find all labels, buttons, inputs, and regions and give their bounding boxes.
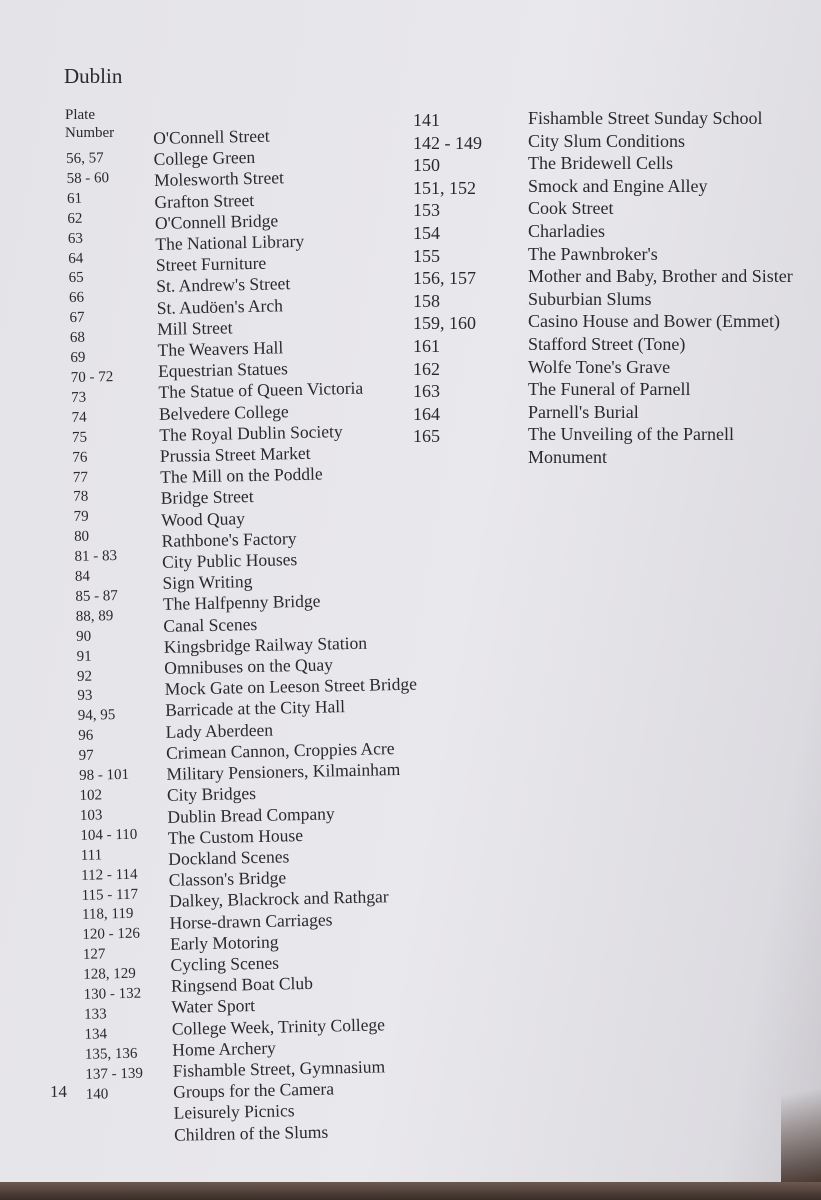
plate-title: Street Furniture — [155, 252, 267, 276]
plate-number: 74 — [71, 409, 87, 426]
plate-title: Mill Street — [156, 317, 233, 339]
plate-number: 137 - 139 — [85, 1065, 144, 1083]
plate-title: The National Library — [155, 230, 305, 254]
plate-number: 58 - 60 — [66, 170, 110, 187]
plate-number: 155 — [413, 245, 440, 266]
plate-title: Leisurely Picnics — [173, 1100, 295, 1124]
plate-number: 62 — [67, 210, 83, 227]
plate-number: 141 — [413, 110, 440, 130]
plate-title: Military Pensioners, Kilmainham — [166, 759, 401, 784]
plate-number: 135, 136 — [84, 1045, 138, 1063]
plate-title: Sign Writing — [162, 571, 253, 594]
plate-number: 81 - 83 — [74, 548, 118, 566]
plate-number: 128, 129 — [83, 965, 136, 983]
plate-number-header — [65, 106, 114, 142]
plate-number: 120 - 126 — [82, 925, 141, 944]
plate-title: The Statue of Queen Victoria — [158, 378, 364, 403]
page-shadow — [781, 1020, 821, 1200]
plate-title: Barricade at the City Hall — [164, 696, 346, 721]
plate-title: Charladies — [528, 220, 605, 241]
plate-number: 61 — [66, 190, 83, 207]
plate-number: 90 — [76, 628, 92, 645]
plate-title: Suburbian Slums — [528, 288, 652, 309]
plate-title: The Royal Dublin Society — [159, 420, 343, 445]
plate-title: Horse-drawn Carriages — [169, 908, 333, 933]
plate-title: City Slum Conditions — [528, 130, 686, 151]
plate-header-line: Plate — [65, 107, 95, 123]
plate-title: Cycling Scenes — [170, 952, 280, 975]
plate-number: 63 — [67, 230, 84, 247]
plate-title: City Public Houses — [161, 549, 298, 572]
plate-number: 93 — [77, 688, 93, 705]
plate-number: 78 — [73, 489, 89, 506]
plate-title: Wolfe Tone's Grave — [528, 356, 671, 377]
plate-number: 88, 89 — [75, 607, 114, 625]
plate-number: 68 — [69, 329, 86, 347]
plate-number: 104 - 110 — [80, 826, 138, 844]
plate-number: 151, 152 — [413, 177, 476, 198]
plate-title: St. Andrew's Street — [156, 273, 291, 297]
plate-header-line: Number — [65, 125, 115, 141]
plate-number: 150 — [413, 155, 440, 176]
plate-number: 73 — [71, 389, 87, 406]
plate-title: Omnibuses on the Quay — [164, 654, 334, 678]
plate-number: 98 - 101 — [78, 766, 130, 784]
plate-title: Ringsend Boat Club — [170, 972, 314, 996]
plate-title: Wood Quay — [160, 507, 246, 530]
plate-number: 91 — [76, 648, 92, 665]
plate-number: 130 - 132 — [83, 985, 142, 1003]
plate-title: Dublin Bread Company — [167, 802, 335, 827]
plate-title: The Unveiling of the Parnell — [528, 424, 734, 445]
plate-number: 70 - 72 — [70, 369, 114, 386]
plate-number: 80 — [73, 528, 90, 546]
plate-number: 163 — [413, 381, 440, 402]
plate-title: Cook Street — [528, 198, 614, 219]
book-edge — [0, 1182, 821, 1200]
plate-title: Lady Aberdeen — [165, 719, 274, 742]
plate-number — [413, 448, 482, 471]
plate-title: Water Sport — [171, 995, 256, 1018]
plate-title: Classon's Bridge — [168, 867, 287, 890]
plate-title: The Halfpenny Bridge — [162, 591, 321, 615]
plate-title: Equestrian Statues — [157, 358, 289, 382]
plate-title: O'Connell Street — [153, 125, 270, 148]
plate-number: 77 — [72, 469, 89, 486]
plate-title: Fishamble Street, Gymnasium — [172, 1056, 386, 1081]
plate-number: 115 - 117 — [81, 886, 139, 904]
plate-title: Home Archery — [172, 1037, 277, 1060]
plate-title: Children of the Slums — [173, 1121, 329, 1145]
plate-title: O'Connell Bridge — [154, 210, 279, 233]
plate-number: 158 — [413, 290, 440, 311]
plate-title: Casino House and Bower (Emmet) — [528, 311, 780, 332]
plate-number: 65 — [68, 270, 84, 287]
plate-number: 75 — [71, 429, 88, 446]
plate-number: 85 - 87 — [75, 587, 119, 605]
right-plate-numbers — [413, 109, 482, 471]
plate-title: Fishamble Street Sunday School — [528, 108, 763, 128]
plate-title: The Weavers Hall — [157, 337, 284, 360]
plate-number: 154 — [413, 222, 440, 243]
left-plate-titles — [153, 123, 426, 1146]
plate-number: 79 — [73, 508, 89, 526]
plate-number: 76 — [72, 449, 88, 466]
plate-number: 111 — [80, 847, 103, 864]
plate-title: The Custom House — [167, 824, 304, 848]
plate-title: St. Audöen's Arch — [156, 294, 284, 318]
plate-title: College Week, Trinity College — [171, 1013, 386, 1039]
plate-number: 69 — [70, 349, 86, 367]
plate-title: Rathbone's Factory — [161, 527, 297, 551]
plate-number: 162 — [413, 358, 440, 379]
plate-title: Dalkey, Blackrock and Rathgar — [168, 886, 389, 912]
plate-number: 103 — [79, 807, 103, 824]
left-plate-numbers — [66, 149, 143, 1105]
plate-title: Belvedere College — [158, 400, 289, 424]
plate-title: Prussia Street Market — [159, 442, 311, 466]
plate-number: 97 — [78, 747, 94, 765]
page-number: 14 — [50, 1082, 67, 1101]
plate-title: Early Motoring — [169, 931, 279, 954]
plate-number: 112 - 114 — [81, 866, 138, 884]
plate-number: 118, 119 — [81, 906, 134, 924]
plate-title: Dockland Scenes — [168, 846, 290, 869]
plate-title: Kingsbridge Railway Station — [163, 632, 368, 657]
plate-title: Parnell's Burial — [528, 401, 639, 422]
plate-title: City Bridges — [166, 783, 257, 806]
plate-title: The Funeral of Parnell — [528, 379, 691, 400]
plate-title: College Green — [153, 147, 256, 170]
plate-title: The Pawnbroker's — [528, 243, 658, 264]
plate-number: 134 — [84, 1026, 108, 1043]
plate-title: Bridge Street — [160, 486, 254, 509]
plate-title: Canal Scenes — [163, 613, 258, 636]
plate-title: Smock and Engine Alley — [528, 175, 708, 196]
plate-number: 67 — [69, 309, 85, 327]
plate-title: The Bridewell Cells — [528, 153, 673, 174]
plate-number: 140 — [85, 1085, 109, 1103]
plate-number: 164 — [413, 403, 440, 424]
right-plate-titles — [528, 107, 793, 469]
plate-title: Crimean Cannon, Croppies Acre — [165, 737, 395, 763]
plate-title: Mother and Baby, Brother and Sister — [528, 266, 793, 287]
plate-title: Monument — [528, 446, 607, 467]
plate-title: Molesworth Street — [153, 167, 285, 191]
plate-number: 96 — [78, 727, 94, 745]
plate-title: Mock Gate on Leeson Street Bridge — [164, 673, 418, 700]
plate-number: 56, 57 — [66, 150, 104, 167]
plate-number: 66 — [68, 289, 85, 307]
plate-title: Stafford Street (Tone) — [528, 333, 686, 354]
plate-number: 156, 157 — [413, 268, 476, 289]
plate-number: 84 — [74, 568, 91, 585]
plate-number: 92 — [76, 668, 93, 685]
plate-number: 153 — [413, 200, 440, 221]
section-heading: Dublin — [64, 64, 123, 88]
plate-number: 94, 95 — [77, 707, 116, 725]
plate-title: Grafton Street — [154, 189, 255, 212]
plate-number: 142 - 149 — [413, 132, 482, 153]
plate-number: 159, 160 — [413, 313, 476, 334]
plate-number: 161 — [413, 335, 440, 356]
plate-number: 64 — [68, 250, 84, 267]
plate-number: 127 — [82, 946, 106, 964]
plate-title: Groups for the Camera — [172, 1078, 335, 1102]
plate-number: 165 — [413, 426, 440, 447]
plate-number: 133 — [83, 1006, 107, 1023]
plate-number: 102 — [79, 787, 103, 804]
plate-title: The Mill on the Poddle — [160, 463, 323, 488]
